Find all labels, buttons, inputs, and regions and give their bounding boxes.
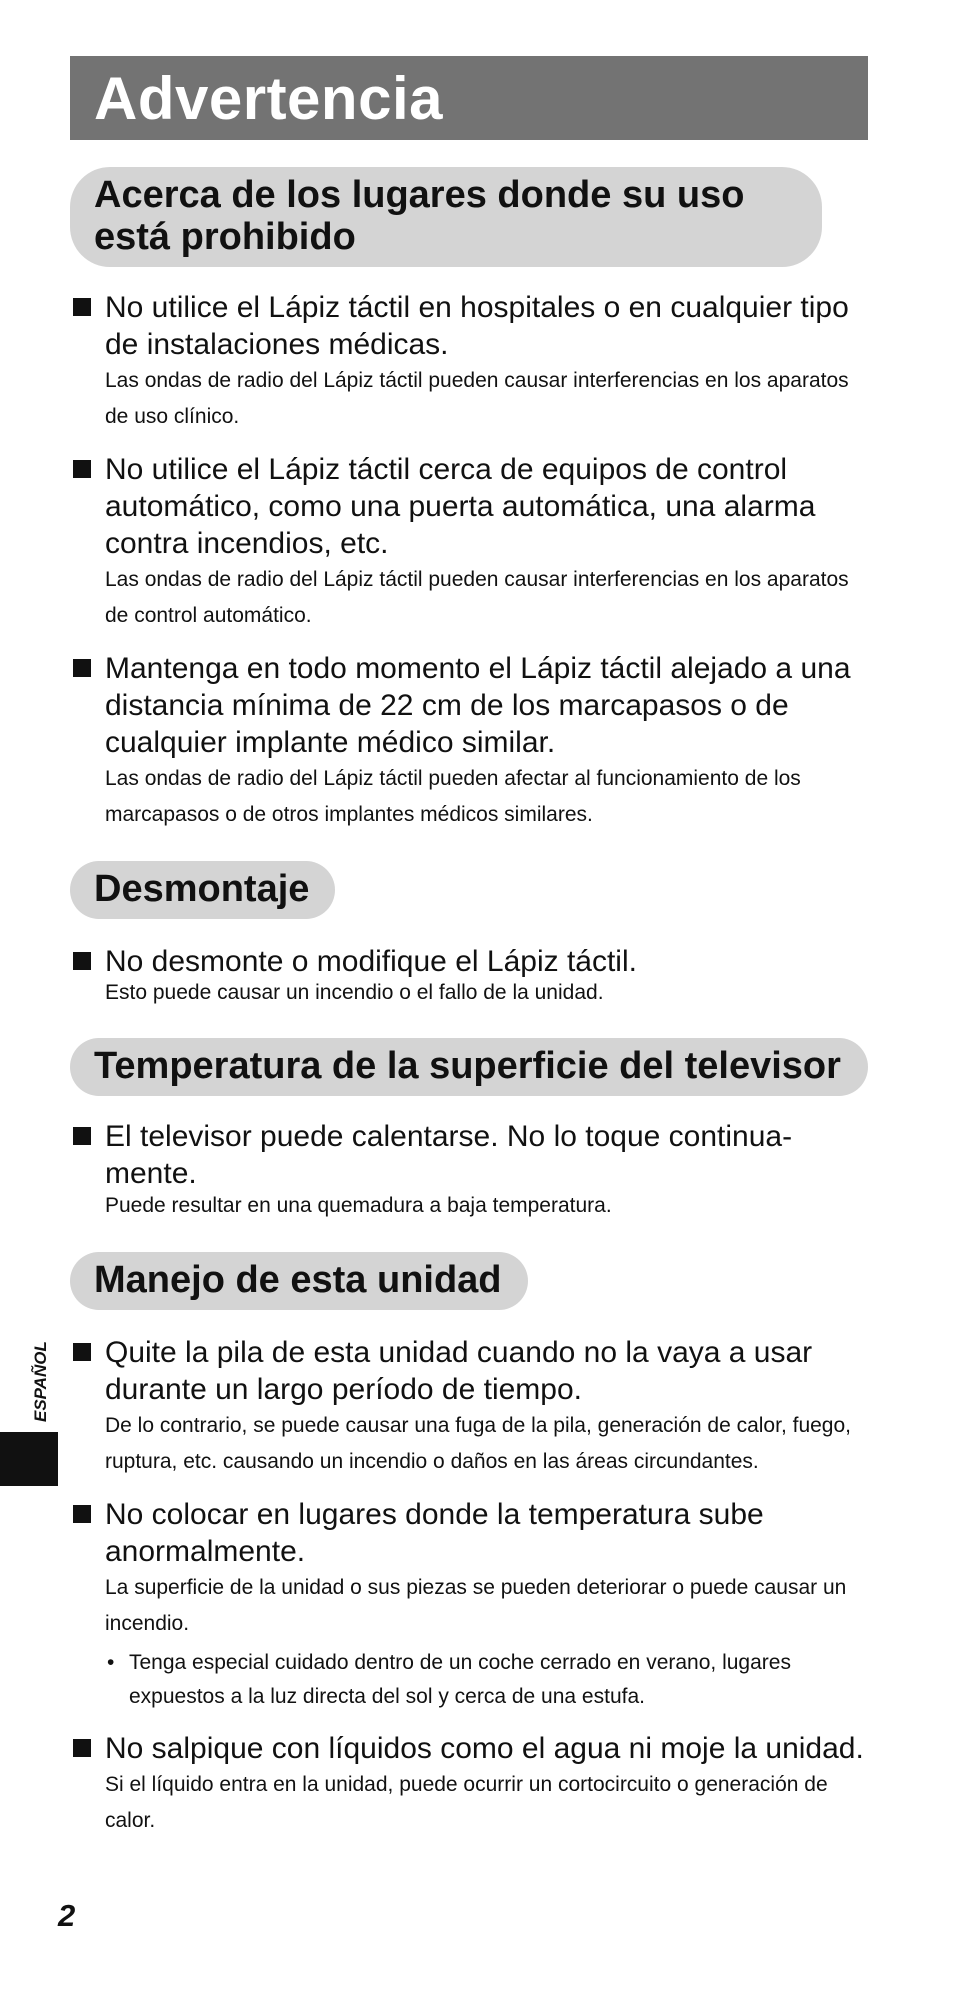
warning-text: Mantenga en todo momento el Lápiz táctil alejado a una distancia mínima de 22 cm de los marcapasos o de cualquier implante médico similar. [105,652,851,759]
warning-text: No salpique con líquidos como el agua ni moje la unidad. [105,1732,864,1765]
bullet-note [105,1646,868,1714]
warning-text: Quite la pila de esta unidad cuando no la vaya a usar durante un largo período de tiempo. [105,1336,813,1406]
warning-item [70,650,868,833]
section-heading: Temperatura de la superficie del televisor [70,1038,868,1096]
warning-item [70,943,868,1006]
page-number: 2 [58,1898,76,1933]
section-disassembly [70,861,868,1006]
warning-detail: Las ondas de radio del Lápiz táctil pueden afectar al funcionamiento de los marcapasos o de otros implantes médicos similares. [105,767,801,826]
bullet-note-text: Tenga especial cuidado dentro de un coche cerrado en verano, lugares expuestos a la luz directa del sol y cerca de una estufa. [129,1651,791,1708]
warning-item [70,1730,868,1839]
square-bullet-icon [73,1505,91,1523]
section-heading: Desmontaje [70,861,335,919]
warning-item [70,451,868,634]
square-bullet-icon [73,1739,91,1757]
warning-text: No colocar en lugares donde la temperatura sube anormalmente. [105,1498,764,1568]
warning-item [70,289,868,435]
square-bullet-icon [73,298,91,316]
title-bar [70,56,868,140]
warning-item [70,1118,868,1220]
square-bullet-icon [73,1127,91,1145]
warning-detail: Las ondas de radio del Lápiz táctil pueden causar interferencias en los aparatos de uso clínico. [105,369,849,428]
warning-detail: Las ondas de radio del Lápiz táctil pueden causar interferencias en los aparatos de control automático. [105,568,849,627]
warning-item [70,1334,868,1480]
section-tv-surface-temperature [70,1038,868,1220]
warning-text: No desmonte o modifique el Lápiz táctil. [105,945,637,978]
dot-bullet-icon: • [107,1651,115,1674]
warning-text: No utilice el Lápiz táctil en hospitales o en cualquier tipo de instalaciones médicas. [105,291,849,361]
section-unit-handling [70,1252,868,1839]
language-side-tab [0,1432,58,1486]
square-bullet-icon [73,1343,91,1361]
square-bullet-icon [73,659,91,677]
language-side-label: ESPAÑOL [31,1341,50,1422]
warning-detail: De lo contrario, se puede causar una fuga de la pila, generación de calor, fuego, ruptura, etc. causando un incendio o daños en las áreas circundantes. [105,1414,852,1473]
warning-detail: Puede resultar en una quemadura a baja temperatura. [105,1194,612,1217]
warning-text: El televisor puede calentarse. No lo toque continua-mente. [105,1120,793,1190]
warning-item [70,1496,868,1714]
section-heading: Acerca de los lugares donde su uso está prohibido [70,167,822,267]
page-content [70,56,868,1839]
warning-text: No utilice el Lápiz táctil cerca de equipos de control automático, como una puerta automática, una alarma contra incendios, etc. [105,453,816,560]
square-bullet-icon [73,952,91,970]
section-heading: Manejo de esta unidad [70,1252,528,1310]
warning-detail: Esto puede causar un incendio o el fallo de la unidad. [105,981,604,1004]
warning-detail: Si el líquido entra en la unidad, puede ocurrir un cortocircuito o generación de calor. [105,1773,828,1832]
section-prohibited-places [70,167,868,833]
warning-detail: La superficie de la unidad o sus piezas se pueden deteriorar o puede causar un incendio. [105,1576,847,1635]
square-bullet-icon [73,460,91,478]
page-title: Advertencia [94,64,443,132]
